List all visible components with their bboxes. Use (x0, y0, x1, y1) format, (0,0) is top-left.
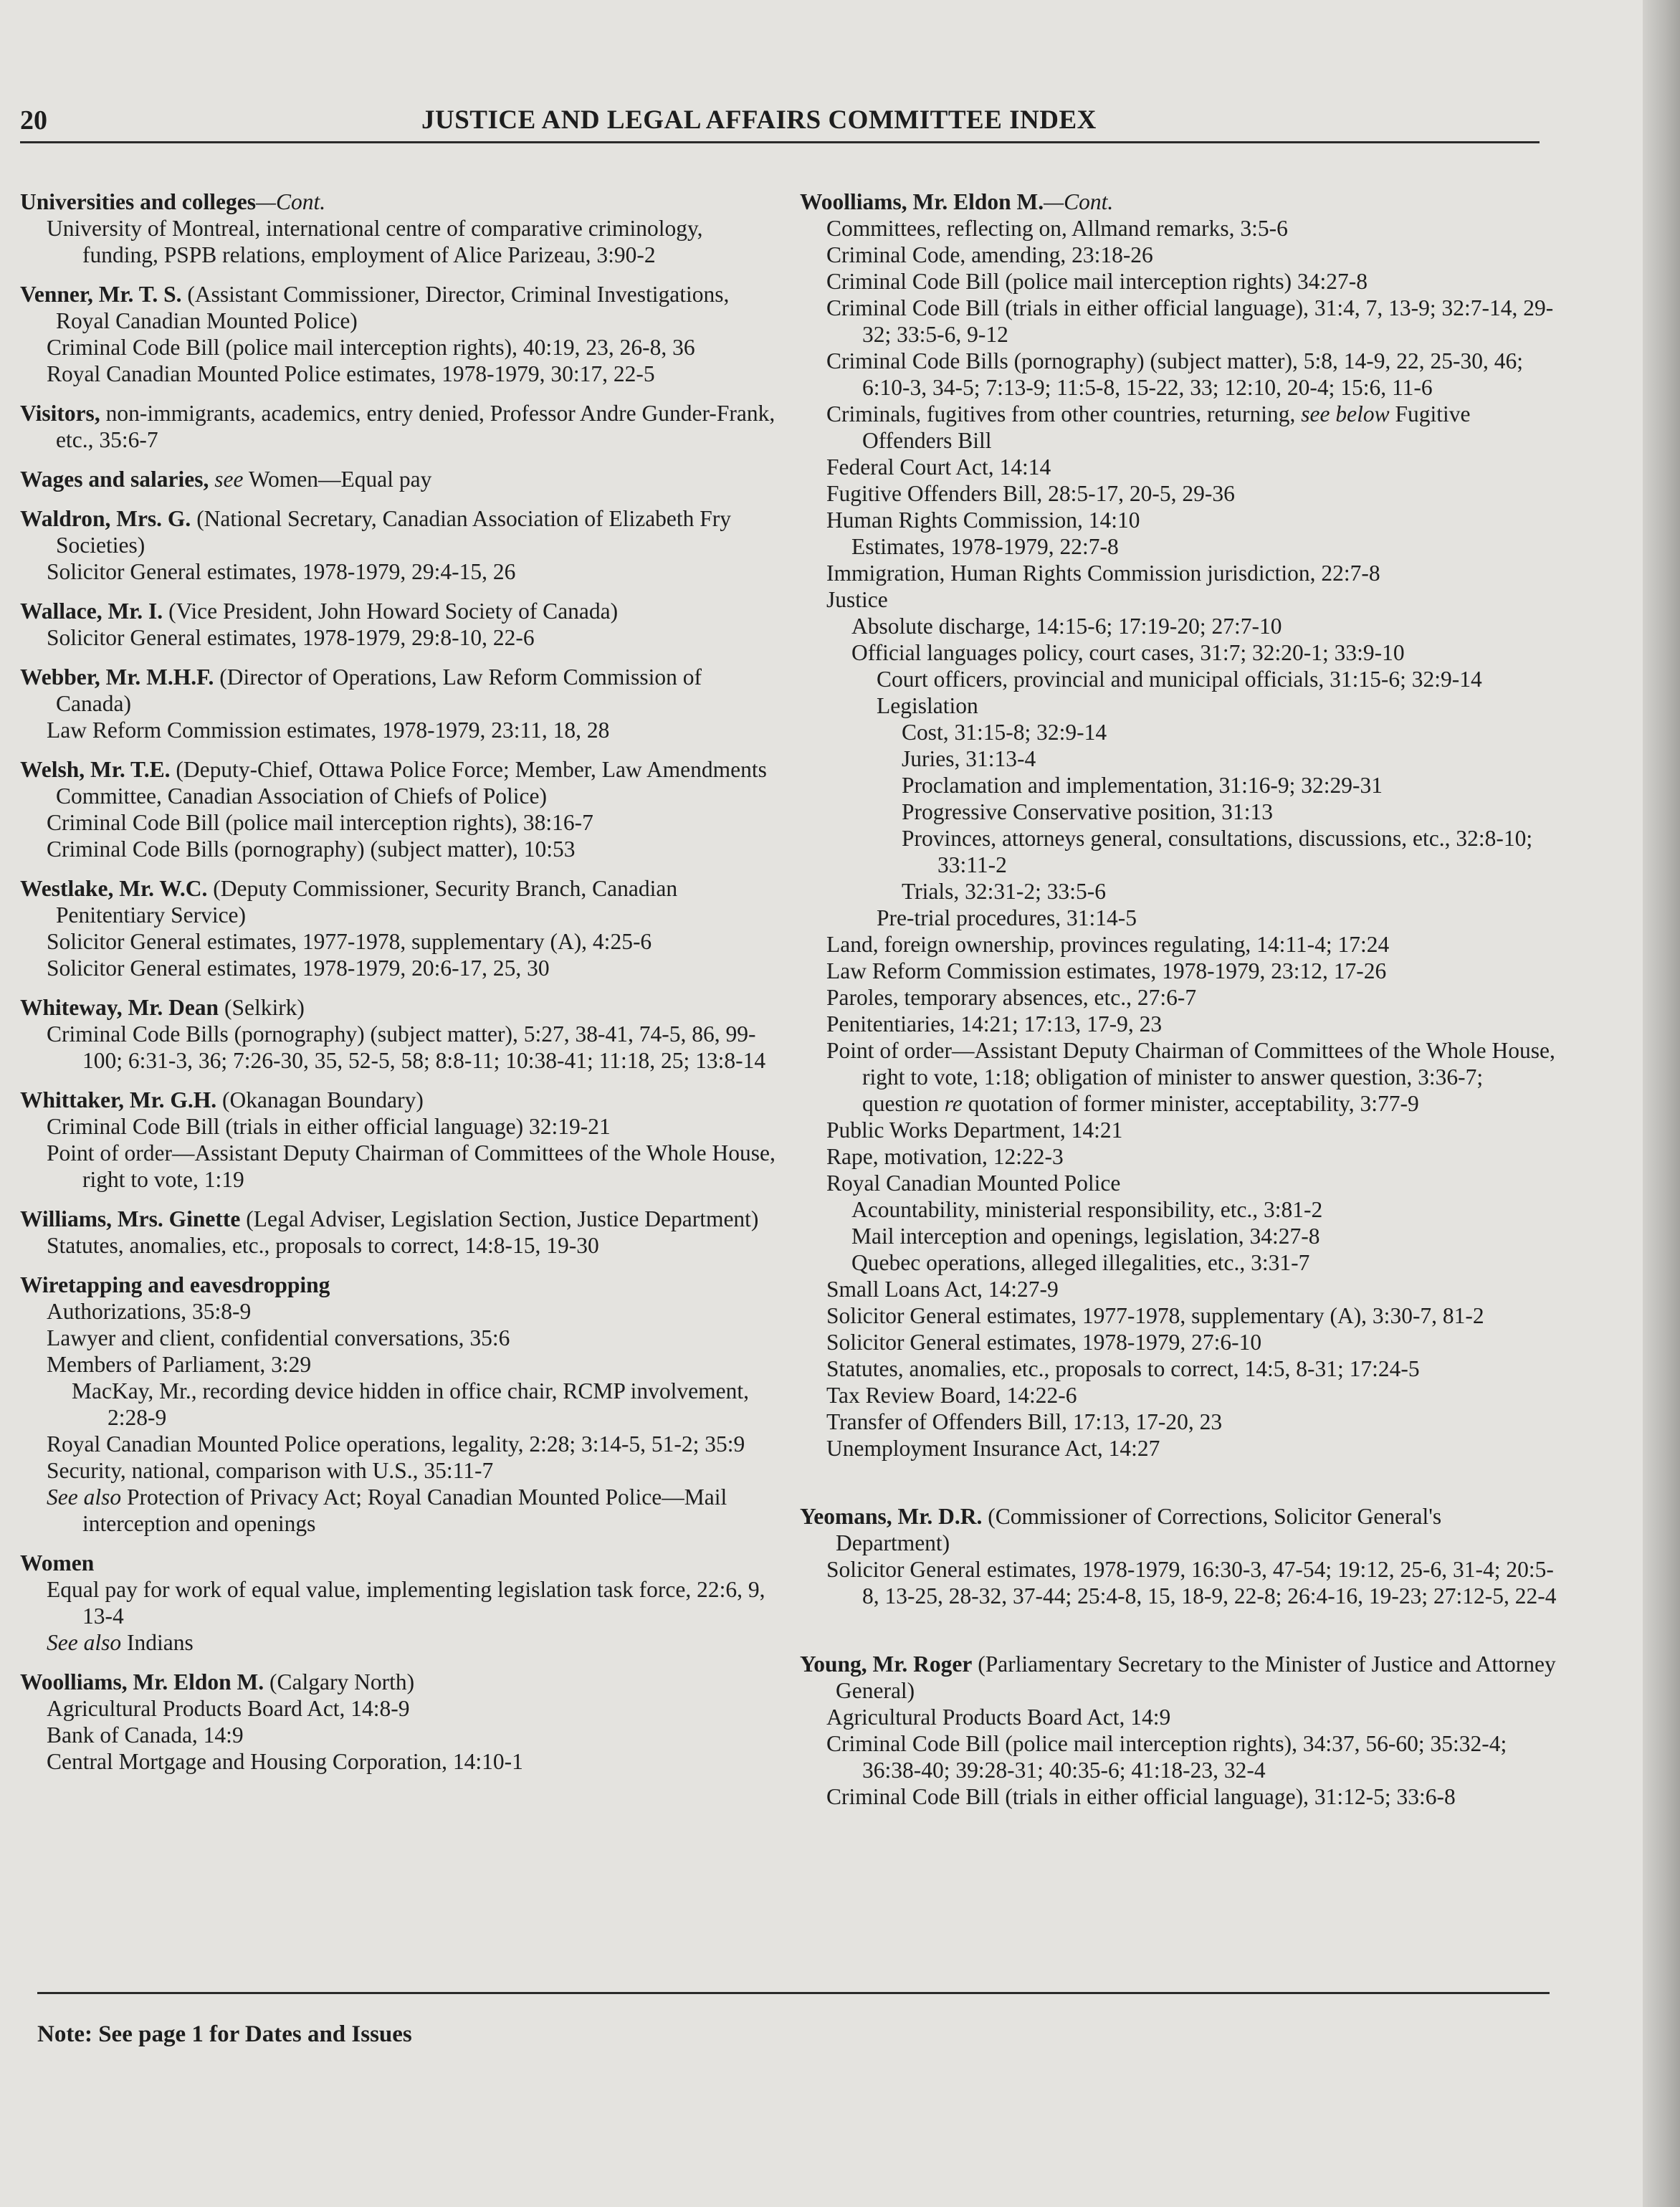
subentry (20, 1378, 780, 1431)
index-entry (20, 598, 780, 651)
entry-name: Woolliams, Mr. Eldon M. (20, 1669, 264, 1694)
entry-gap (800, 1622, 1560, 1651)
entry-heading (20, 1669, 780, 1695)
subentry-text: Official languages policy, court cases, 31:7; 32:20-1; 33:9-10 (851, 640, 1405, 665)
subentry (800, 905, 1560, 931)
index-entry (20, 189, 780, 268)
entry-heading (20, 994, 780, 1021)
subentry-text: Indians (121, 1630, 194, 1655)
entry-heading (20, 281, 780, 334)
entry-description: (Director of Operations, Law Reform Commission of Canada) (56, 664, 702, 716)
subentry (800, 984, 1560, 1011)
subentry-text: Paroles, temporary absences, etc., 27:6-7 (826, 985, 1197, 1010)
subentry-text: Security, national, comparison with U.S., 35:11-7 (47, 1458, 494, 1483)
index-entry (20, 1272, 780, 1537)
subentry-text: Land, foreign ownership, provinces regulating, 14:11-4; 17:24 (826, 932, 1390, 957)
index-column-right (800, 189, 1560, 1823)
entry-description: (Vice President, John Howard Society of Canada) (163, 599, 619, 624)
cross-reference: See also (47, 1484, 122, 1510)
entry-qualifier: —Cont. (1044, 189, 1114, 214)
subentry (800, 613, 1560, 639)
subentry-text: Solicitor General estimates, 1978-1979, 16:30-3, 47-54; 19:12, 25-6, 31-4; 20:5-8, 13-25, 28-32, 37-44; 25:4-8, 15, 18-9, 22-8; 26:4-16, 19-23; 27:12-5, 22-4 (826, 1557, 1557, 1608)
subentry-text: Authorizations, 35:8-9 (47, 1299, 252, 1324)
subentry (20, 624, 780, 651)
subentry (20, 1576, 780, 1629)
subentry-text: Criminal Code Bills (pornography) (subject matter), 5:8, 14-9, 22, 25-30, 46; 6:10-3, 34-5; 7:13-9; 11:5-8, 15-22, 33; 12:10, 20-4; 15:6, 11-6 (826, 348, 1523, 400)
subentry (20, 836, 780, 862)
subentry-text: Unemployment Insurance Act, 14:27 (826, 1436, 1160, 1461)
subentry (20, 334, 780, 361)
subentry (800, 1329, 1560, 1355)
subentry-text: Fugitive Offenders Bill, 28:5-17, 20-5, 29-36 (826, 481, 1235, 506)
subentry-text: Provinces, attorneys general, consultations, discussions, etc., 32:8-10; 33:11-2 (902, 826, 1533, 877)
subentry (20, 717, 780, 743)
entry-description: (National Secretary, Canadian Association of Elizabeth Fry Societies) (56, 506, 732, 558)
index-entry (20, 466, 780, 492)
entry-name: Webber, Mr. M.H.F. (20, 664, 214, 690)
page-header (20, 105, 1540, 140)
subentry-text: quotation of former minister, acceptability, 3:77-9 (962, 1091, 1419, 1116)
entry-heading (800, 1651, 1560, 1704)
subentry (800, 745, 1560, 772)
subentry-text: University of Montreal, international centre of comparative criminology, funding, PSPB relations, employment of Alice Parizeau, 3:90-2 (47, 216, 703, 267)
subentry (20, 1113, 780, 1140)
entry-description: (Selkirk) (219, 995, 305, 1020)
entry-name: Wages and salaries, (20, 467, 209, 492)
index-entry (20, 1206, 780, 1259)
subentry-text: Criminal Code Bill (trials in either official language), 31:4, 7, 13-9; 32:7-14, 29-32; 33:5-6, 9-12 (826, 295, 1554, 347)
entry-heading (800, 1503, 1560, 1556)
entry-name: Young, Mr. Roger (800, 1651, 973, 1677)
subentry-text: Bank of Canada, 14:9 (47, 1722, 244, 1748)
entry-heading (800, 189, 1560, 215)
subentry (800, 825, 1560, 878)
subentry-text: Royal Canadian Mounted Police (826, 1171, 1121, 1196)
subentry-text: Court officers, provincial and municipal officials, 31:15-6; 32:9-14 (877, 667, 1482, 692)
subentry-text: Public Works Department, 14:21 (826, 1117, 1123, 1143)
subentry-text: MacKay, Mr., recording device hidden in office chair, RCMP involvement, 2:28-9 (72, 1378, 749, 1430)
entry-name: Visitors, (20, 401, 100, 426)
subentry-text: Criminal Code Bill (police mail interception rights) 34:27-8 (826, 269, 1368, 294)
subentry (20, 955, 780, 981)
entry-description: (Legal Adviser, Legislation Section, Justice Department) (240, 1206, 759, 1231)
entry-heading (20, 1272, 780, 1298)
entry-name: Whittaker, Mr. G.H. (20, 1087, 217, 1112)
subentry-text: Small Loans Act, 14:27-9 (826, 1277, 1059, 1302)
subentry-text: Committees, reflecting on, Allmand remarks, 3:5-6 (826, 216, 1288, 241)
subentry (800, 719, 1560, 745)
index-entry (20, 664, 780, 743)
subentry (20, 1431, 780, 1457)
subentry (800, 878, 1560, 905)
subentry-text: Criminal Code Bill (trials in either official language), 31:12-5; 33:6-8 (826, 1784, 1456, 1809)
subentry (20, 809, 780, 836)
subentry (800, 1408, 1560, 1435)
subentry-text: Lawyer and client, confidential conversations, 35:6 (47, 1325, 510, 1350)
subentry (800, 1556, 1560, 1609)
subentry (20, 1629, 780, 1656)
subentry-text: Fugitive Offenders Bill (862, 401, 1471, 453)
index-entry (20, 505, 780, 585)
index-entry (20, 1087, 780, 1193)
subentry-text: Criminal Code Bill (police mail interception rights), 38:16-7 (47, 810, 593, 835)
index-entry (20, 756, 780, 862)
footer-rule (37, 1992, 1550, 1994)
subentry (800, 401, 1560, 454)
subentry-text: Immigration, Human Rights Commission jurisdiction, 22:7-8 (826, 561, 1380, 586)
subentry (20, 215, 780, 268)
subentry-text: Solicitor General estimates, 1978-1979, 29:4-15, 26 (47, 559, 516, 584)
entry-description: (Assistant Commissioner, Director, Criminal Investigations, Royal Canadian Mounted Police) (56, 282, 730, 333)
page-number: 20 (20, 105, 47, 135)
entry-heading (20, 664, 780, 717)
subentry (20, 1484, 780, 1537)
entry-name: Whiteway, Mr. Dean (20, 995, 219, 1020)
entry-description: (Deputy Commissioner, Security Branch, Canadian Penitentiary Service) (56, 876, 678, 928)
subentry (800, 666, 1560, 692)
subentry-text: Law Reform Commission estimates, 1978-1979, 23:11, 18, 28 (47, 718, 610, 743)
subentry (800, 1223, 1560, 1249)
subentry-text: Equal pay for work of equal value, implementing legislation task force, 22:6, 9, 13-4 (47, 1577, 765, 1629)
subentry-text: Quebec operations, alleged illegalities, etc., 3:31-7 (851, 1250, 1310, 1275)
subentry (800, 295, 1560, 348)
entry-name: Waldron, Mrs. G. (20, 506, 191, 531)
entry-heading (20, 400, 780, 453)
entry-name: Venner, Mr. T. S. (20, 282, 182, 307)
subentry (20, 1722, 780, 1748)
subentry (800, 1170, 1560, 1196)
subentry (800, 586, 1560, 613)
entry-heading (20, 1087, 780, 1113)
subentry (800, 692, 1560, 719)
subentry (800, 1196, 1560, 1223)
subentry-text: Pre-trial procedures, 31:14-5 (877, 905, 1137, 930)
subentry-text: Protection of Privacy Act; Royal Canadian Mounted Police—Mail interception and openings (82, 1484, 727, 1536)
subentry (800, 507, 1560, 533)
subentry (800, 348, 1560, 401)
entry-description: non-immigrants, academics, entry denied, Professor Andre Gunder-Frank, etc., 35:6-7 (56, 401, 775, 452)
entry-name: Welsh, Mr. T.E. (20, 757, 171, 782)
index-column-left (20, 189, 780, 1788)
subentry-text: Human Rights Commission, 14:10 (826, 507, 1140, 533)
index-entry (20, 875, 780, 981)
subentry-text: Acountability, ministerial responsibility, etc., 3:81-2 (851, 1197, 1323, 1222)
subentry (800, 242, 1560, 268)
entry-description: (Calgary North) (264, 1669, 415, 1694)
subentry-text: Progressive Conservative position, 31:13 (902, 799, 1273, 824)
subentry-text: Justice (826, 587, 888, 612)
index-entry (20, 400, 780, 453)
subentry-text: Criminal Code Bill (trials in either official language) 32:19-21 (47, 1114, 611, 1139)
subentry (800, 639, 1560, 666)
subentry (20, 361, 780, 387)
index-entry (800, 189, 1560, 1462)
subentry (800, 958, 1560, 984)
subentry-text: Members of Parliament, 3:29 (47, 1352, 312, 1377)
subentry-text: Transfer of Offenders Bill, 17:13, 17-20, 23 (826, 1409, 1223, 1434)
subentry (800, 480, 1560, 507)
entry-gap (800, 1474, 1560, 1503)
subentry (20, 928, 780, 955)
subentry-text: Juries, 31:13-4 (902, 746, 1036, 771)
entry-name: Universities and colleges (20, 189, 256, 214)
subentry (800, 1302, 1560, 1329)
entry-name: Women (20, 1550, 95, 1576)
subentry (800, 772, 1560, 799)
subentry (800, 1783, 1560, 1810)
subentry-text: Central Mortgage and Housing Corporation, 14:10-1 (47, 1749, 523, 1774)
subentry (800, 1730, 1560, 1783)
subentry (20, 1232, 780, 1259)
subentry-text: Criminal Code Bill (police mail interception rights), 40:19, 23, 26-8, 36 (47, 335, 695, 360)
subentry-text: Tax Review Board, 14:22-6 (826, 1383, 1077, 1408)
entry-heading (20, 1550, 780, 1576)
subentry (800, 215, 1560, 242)
index-entry (20, 281, 780, 387)
entry-description: (Commissioner of Corrections, Solicitor General's Department) (836, 1504, 1442, 1555)
entry-heading (20, 505, 780, 558)
entry-description: (Parliamentary Secretary to the Minister of Justice and Attorney General) (836, 1651, 1556, 1703)
entry-description: (Deputy-Chief, Ottawa Police Force; Member, Law Amendments Committee, Canadian Association of Chiefs of Police) (56, 757, 767, 809)
subentry-text: Point of order—Assistant Deputy Chairman of Committees of the Whole House, right to vote, 1:19 (47, 1140, 775, 1192)
subentry (800, 1117, 1560, 1143)
subentry (800, 1249, 1560, 1276)
index-entry (20, 1669, 780, 1775)
header-rule (20, 141, 1540, 143)
entry-name: Westlake, Mr. W.C. (20, 876, 208, 901)
subentry-text: Criminal Code, amending, 23:18-26 (826, 242, 1153, 267)
subentry-text: Trials, 32:31-2; 33:5-6 (902, 879, 1106, 904)
cross-reference: see below (1295, 401, 1390, 426)
entry-heading (20, 1206, 780, 1232)
subentry (20, 1457, 780, 1484)
index-entry (800, 1503, 1560, 1609)
subentry-text: Penitentiaries, 14:21; 17:13, 17-9, 23 (826, 1011, 1163, 1036)
entry-heading (20, 756, 780, 809)
entry-heading (20, 598, 780, 624)
subentry-text: Federal Court Act, 14:14 (826, 454, 1051, 480)
subentry-text: Solicitor General estimates, 1977-1978, supplementary (A), 4:25-6 (47, 929, 652, 954)
subentry (800, 1355, 1560, 1382)
subentry-text: Criminals, fugitives from other countries, returning, (826, 401, 1296, 426)
subentry (20, 1325, 780, 1351)
entry-name: Wallace, Mr. I. (20, 599, 163, 624)
entry-qualifier: see (209, 467, 244, 492)
subentry (800, 560, 1560, 586)
subentry-text: Estimates, 1978-1979, 22:7-8 (851, 534, 1119, 559)
entry-heading (20, 466, 780, 492)
entry-name: Yeomans, Mr. D.R. (800, 1504, 983, 1529)
subentry (800, 1435, 1560, 1462)
subentry (800, 931, 1560, 958)
subentry-text: Solicitor General estimates, 1978-1979, 29:8-10, 22-6 (47, 625, 535, 650)
subentry (20, 1748, 780, 1775)
subentry-text: Solicitor General estimates, 1977-1978, supplementary (A), 3:30-7, 81-2 (826, 1303, 1484, 1328)
subentry (800, 1382, 1560, 1408)
subentry (800, 1276, 1560, 1302)
page-binding-edge (1643, 0, 1680, 2207)
subentry (800, 533, 1560, 560)
subentry (20, 1140, 780, 1193)
subentry-text: Agricultural Products Board Act, 14:8-9 (47, 1696, 410, 1721)
subentry (800, 1704, 1560, 1730)
subentry-text: Criminal Code Bills (pornography) (subject matter), 10:53 (47, 836, 576, 862)
subentry (800, 1143, 1560, 1170)
subentry-text: Royal Canadian Mounted Police operations, legality, 2:28; 3:14-5, 51-2; 35:9 (47, 1431, 745, 1457)
subentry-text: Criminal Code Bills (pornography) (subject matter), 5:27, 38-41, 74-5, 86, 99-100; 6:31-3, 36; 7:26-30, 35, 52-5, 58; 8:8-11; 10:38-41; 11:18, 25; 13:8-14 (47, 1021, 766, 1073)
subentry (20, 1695, 780, 1722)
cross-reference: See also (47, 1630, 122, 1655)
subentry-text: Royal Canadian Mounted Police estimates, 1978-1979, 30:17, 22-5 (47, 361, 655, 386)
running-title: JUSTICE AND LEGAL AFFAIRS COMMITTEE INDEX (421, 105, 1097, 135)
entry-name: Wiretapping and eavesdropping (20, 1272, 330, 1297)
entry-name: Williams, Mrs. Ginette (20, 1206, 241, 1231)
subentry (20, 1351, 780, 1378)
subentry (800, 268, 1560, 295)
subentry-text: Legislation (877, 693, 978, 718)
index-entry (800, 1651, 1560, 1810)
index-entry (20, 994, 780, 1074)
entry-description: (Okanagan Boundary) (216, 1087, 424, 1112)
subentry-text: Cost, 31:15-8; 32:9-14 (902, 720, 1107, 745)
subentry-text: Agricultural Products Board Act, 14:9 (826, 1705, 1171, 1730)
entry-qualifier: —Cont. (255, 189, 326, 214)
subentry (800, 799, 1560, 825)
subentry-text: Solicitor General estimates, 1978-1979, 27:6-10 (826, 1330, 1262, 1355)
subentry-text: Statutes, anomalies, etc., proposals to correct, 14:5, 8-31; 17:24-5 (826, 1356, 1420, 1381)
subentry-text: Law Reform Commission estimates, 1978-1979, 23:12, 17-26 (826, 958, 1387, 983)
subentry-text: Solicitor General estimates, 1978-1979, 20:6-17, 25, 30 (47, 955, 550, 981)
subentry (800, 454, 1560, 480)
subentry-text: Rape, motivation, 12:22-3 (826, 1144, 1064, 1169)
subentry-text: Criminal Code Bill (police mail interception rights), 34:37, 56-60; 35:32-4; 36:38-40; 39:28-31; 40:35-6; 41:18-23, 32-4 (826, 1731, 1507, 1783)
subentry (20, 1298, 780, 1325)
subentry-text: Proclamation and implementation, 31:16-9; 32:29-31 (902, 773, 1383, 798)
subentry-text: Mail interception and openings, legislation, 34:27-8 (851, 1224, 1320, 1249)
index-entry (20, 1550, 780, 1656)
subentry-text: Absolute discharge, 14:15-6; 17:19-20; 27:7-10 (851, 614, 1282, 639)
subentry-text: Statutes, anomalies, etc., proposals to correct, 14:8-15, 19-30 (47, 1233, 599, 1258)
subentry (800, 1037, 1560, 1117)
subentry (20, 558, 780, 585)
entry-heading (20, 189, 780, 215)
entry-heading (20, 875, 780, 928)
subentry (800, 1011, 1560, 1037)
subentry-text: Point of order—Assistant Deputy Chairman of Committees of the Whole House, right to vote, 1:18; obligation of minister to answer question, 3:36-7; question (826, 1038, 1555, 1116)
entry-name: Woolliams, Mr. Eldon M. (800, 189, 1044, 214)
entry-description: Women—Equal pay (243, 467, 432, 492)
cross-reference: re (938, 1091, 963, 1116)
footer-note: Note: See page 1 for Dates and Issues (37, 2021, 412, 2047)
subentry (20, 1021, 780, 1074)
